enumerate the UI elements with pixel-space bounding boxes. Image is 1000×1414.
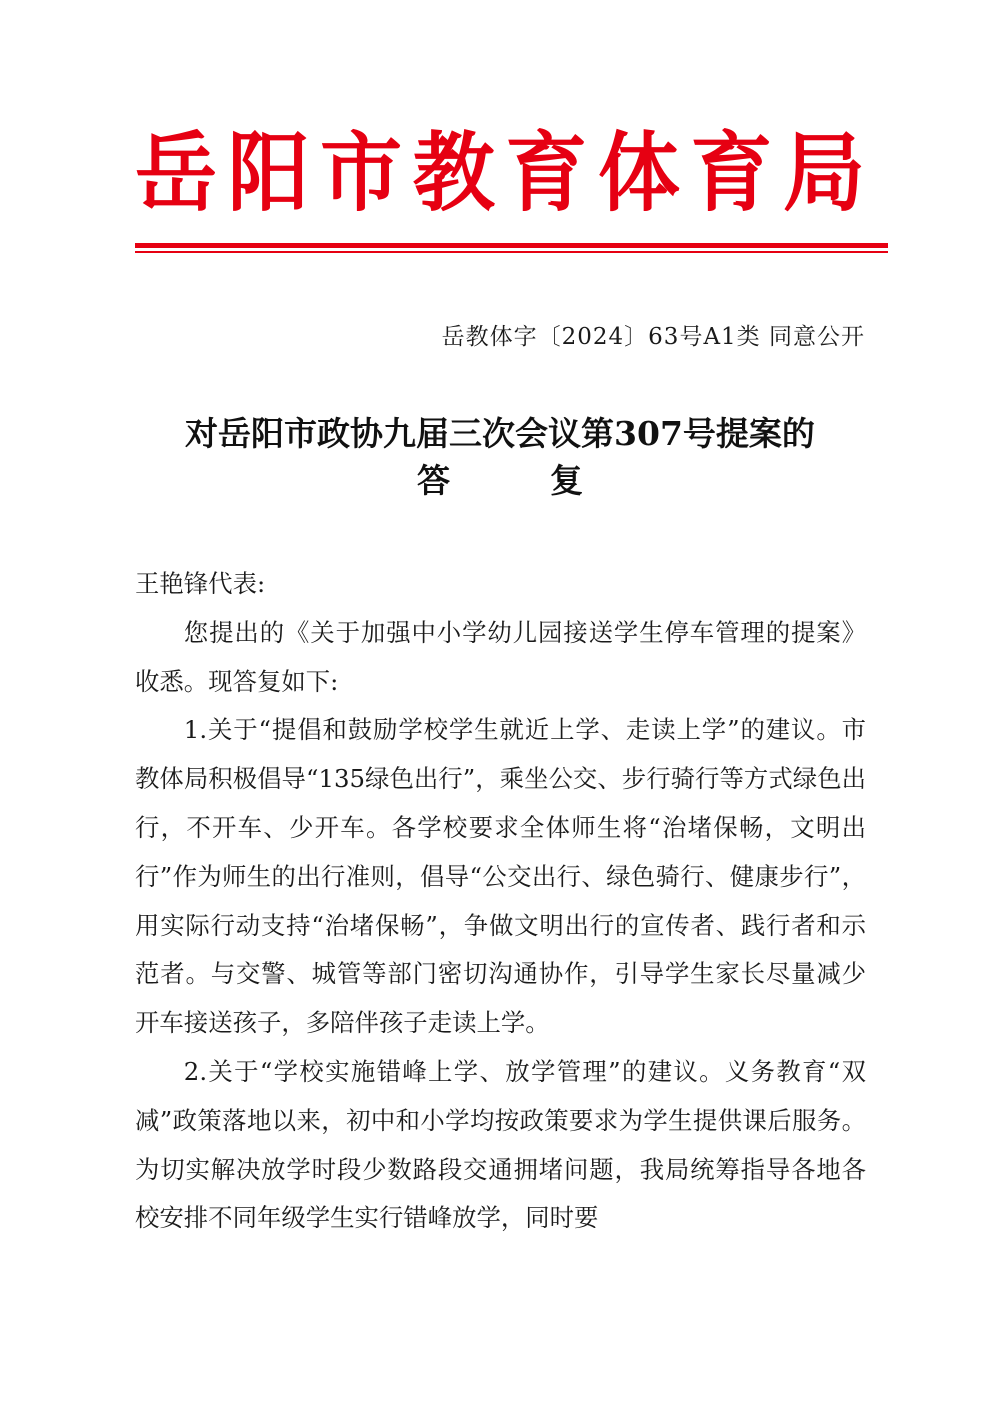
- organization-header: [135, 118, 865, 228]
- document-title-line-2: 答复: [417, 461, 683, 500]
- organization-char: 育: [505, 122, 588, 224]
- organization-char: 体: [597, 122, 680, 224]
- organization-char: 局: [782, 122, 865, 224]
- body-paragraph: 您提出的《关于加强中小学幼儿园接送学生停车管理的提案》收悉。现答复如下:: [135, 617, 866, 696]
- header-divider-thick: [135, 243, 888, 248]
- body-paragraph: 2.关于“学校实施错峰上学、放学管理”的建议。义务教育“双减”政策落地以来，初中和小学均按政策要求为学生提供课后服务。为切实解决放学时段少数路段交通拥堵问题，我局统筹指导各地各校安排不同年级学生实行错峰放学，同时要: [135, 1056, 866, 1233]
- body-paragraph: 1.关于“提倡和鼓励学校学生就近上学、走读上学”的建议。市教体局积极倡导“135绿色出行”，乘坐公交、步行骑行等方式绿色出行，不开车、少开车。各学校要求全体师生将“治堵保畅，文明出行”作为师生的出行准则，倡导“公交出行、绿色骑行、健康步行”，用实际行动支持“治堵保畅”，争做文明出行的宣传者、践行者和示范者。与交警、城管等部门密切沟通协作，引导学生家长尽量减少开车接送孩子，多陪伴孩子走读上学。: [135, 715, 866, 1038]
- document-number: 岳教体字〔2024〕63号A1类 同意公开: [441, 324, 865, 350]
- organization-char: 阳: [227, 122, 310, 224]
- organization-char: 教: [412, 122, 495, 224]
- document-title-line-1: 对岳阳市政协九届三次会议第307号提案的: [185, 414, 815, 453]
- organization-char: 市: [320, 122, 403, 224]
- header-divider-thin: [135, 251, 888, 253]
- organization-char: 岳: [135, 122, 218, 224]
- salutation: 王艳锋代表:: [135, 569, 266, 598]
- document-body: [135, 560, 866, 1243]
- organization-char: 育: [690, 122, 773, 224]
